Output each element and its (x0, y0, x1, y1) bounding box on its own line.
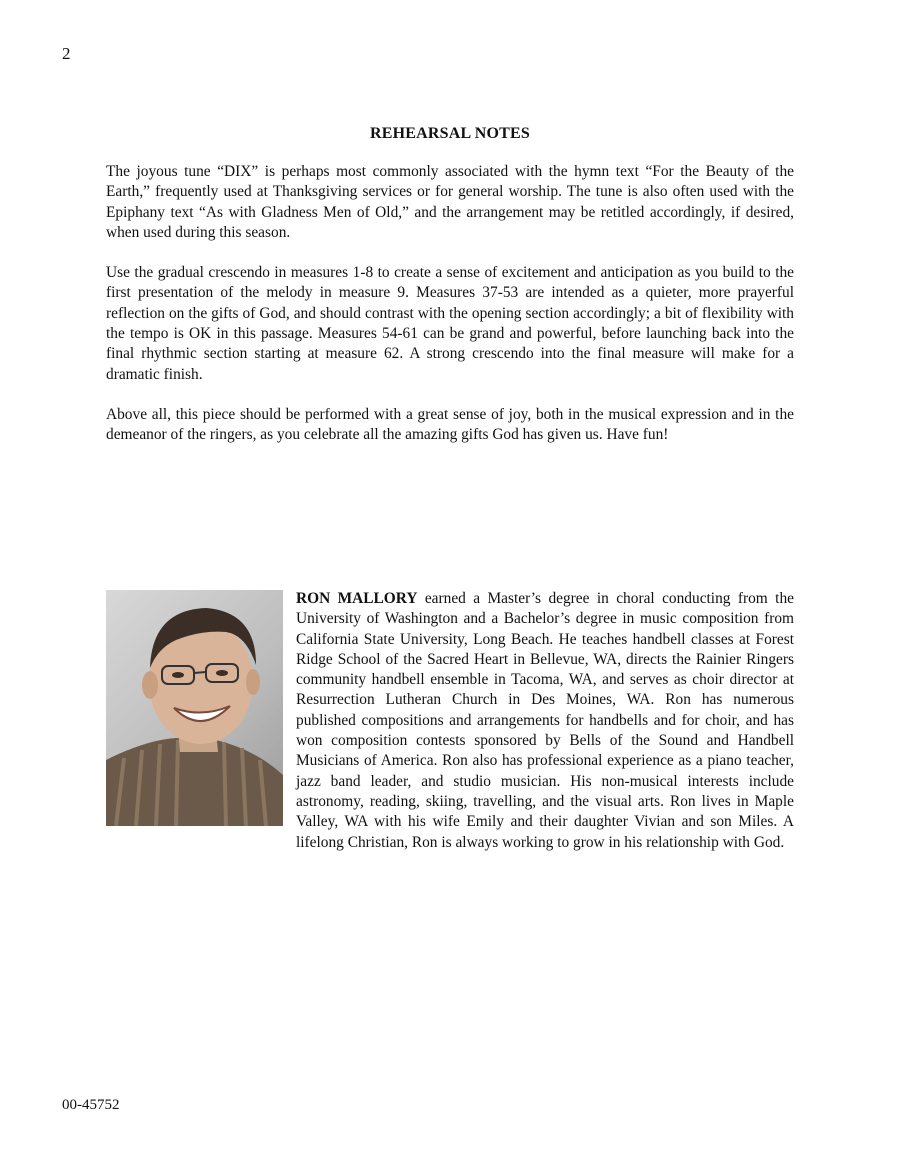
notes-paragraph-3: Above all, this piece should be performed with a great sense of joy, both in the musical expression and in the demeanor of the ringers, as you celebrate all the amazing gifts God has given us. Have fun! (106, 405, 794, 444)
catalog-number: 00-45752 (62, 1097, 120, 1113)
author-bio-text: earned a Master’s degree in choral conducting from the University of Washington and a Bachelor’s degree in music composition from California State University, Long Beach. He teaches handbell classes at Forest Ridge School of the Sacred Heart in Bellevue, WA, directs the Rainier Ringers community handbell ensemble in Tacoma, WA, and serves as choir director at Resurrection Lutheran Church in Des Moines, WA. Ron has numerous published compositions and arrangements for handbells and for choir, and has won composition contests sponsored by Bells of the Sound and Handbell Musicians of America. Ron also has professional experience as a piano teacher, jazz band leader, and studio musician. His non-musical interests include astronomy, reading, skiing, travelling, and the visual arts. Ron lives in Maple Valley, WA with his wife Emily and their daughter Vivian and son Miles. A lifelong Christian, Ron is always working to grow in his relationship with God. (296, 590, 794, 851)
notes-paragraph-1: The joyous tune “DIX” is perhaps most commonly associated with the hymn text “For the Beauty of the Earth,” frequently used at Thanksgiving services or for general worship. The tune is also often used with the Epiphany text “As with Gladness Men of Old,” and the arrangement may be retitled accordingly, if desired, when used during this season. (106, 163, 794, 241)
rehearsal-notes-title: REHEARSAL NOTES (370, 125, 530, 142)
author-photo (106, 590, 283, 826)
author-name: RON MALLORY (296, 590, 418, 607)
notes-paragraph-2: Use the gradual crescendo in measures 1-8 to create a sense of excitement and anticipation as you build to the first presentation of the melody in measure 9. Measures 37-53 are intended as a quieter, more prayerful reflection on the gifts of God, and should contrast with the opening section accordingly; a bit of flexibility with the tempo is OK in this passage. Measures 54-61 can be grand and powerful, before launching back into the final rhythmic section starting at measure 62. A strong crescendo into the final measure will make for a dramatic finish. (106, 264, 794, 383)
author-bio (296, 589, 794, 853)
author-portrait-icon (106, 590, 283, 826)
rehearsal-notes (106, 162, 794, 466)
page-number: 2 (62, 44, 71, 63)
